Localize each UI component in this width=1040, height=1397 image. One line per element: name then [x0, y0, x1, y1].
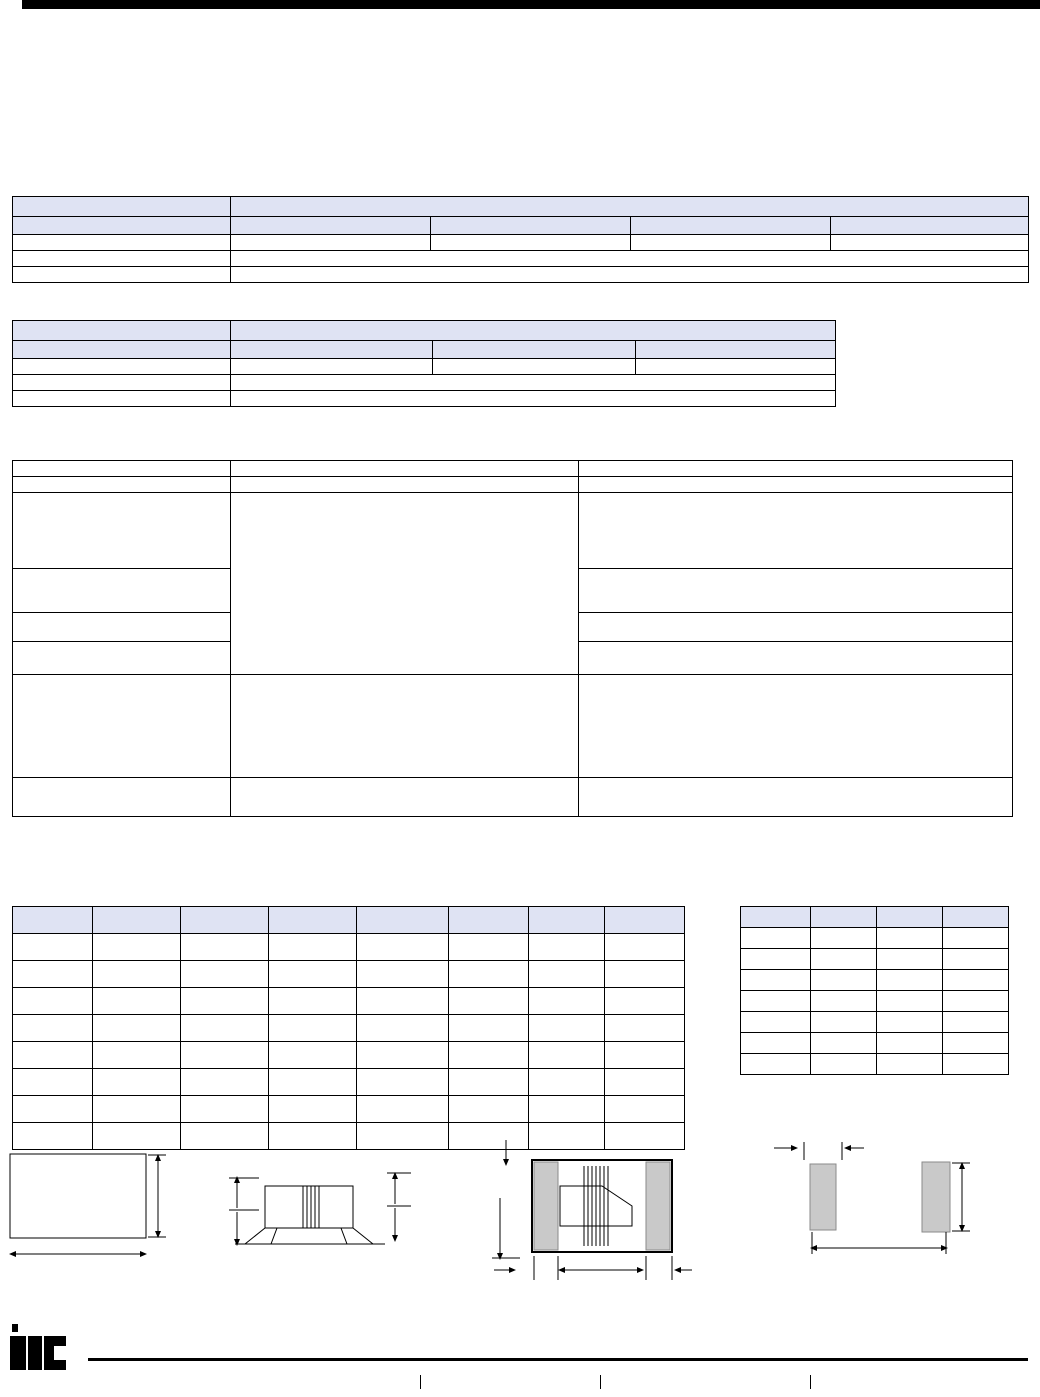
data-cell: [811, 928, 877, 949]
row-label-cell: [13, 235, 231, 251]
data-cell: [231, 267, 1029, 283]
data-cell: [449, 1015, 529, 1042]
group-header-cell: [231, 321, 836, 341]
data-cell: [943, 1012, 1009, 1033]
data-cell: [605, 1069, 685, 1096]
parameter-cell: [13, 477, 231, 493]
data-cell: [269, 934, 357, 961]
specification-table: [12, 460, 1013, 817]
data-cell: [877, 1012, 943, 1033]
data-cell: [943, 949, 1009, 970]
condition-cell: [231, 493, 579, 675]
row-label-cell: [13, 391, 231, 407]
table-row: [13, 217, 1029, 235]
column-header-cell: [431, 217, 631, 235]
table-row: [13, 493, 1013, 569]
data-cell: [741, 1033, 811, 1054]
nic-logo-mark: [10, 1322, 80, 1370]
row-label-cell: [13, 267, 231, 283]
table-row: [13, 1042, 685, 1069]
footer-tick: [600, 1375, 601, 1389]
value-cell: [579, 477, 1013, 493]
data-cell: [529, 1096, 605, 1123]
column-header-cell: [529, 907, 605, 934]
data-cell: [269, 961, 357, 988]
footer-tick: [420, 1375, 421, 1389]
data-cell: [877, 928, 943, 949]
data-cell: [605, 1015, 685, 1042]
data-cell: [449, 961, 529, 988]
parameter-cell: [13, 675, 231, 778]
data-cell: [811, 970, 877, 991]
row-label-cell: [13, 197, 231, 217]
data-cell: [943, 1054, 1009, 1075]
data-cell: [605, 988, 685, 1015]
data-cell: [449, 1069, 529, 1096]
table-row: [741, 1033, 1009, 1054]
data-cell: [811, 1054, 877, 1075]
data-cell: [231, 251, 1029, 267]
table-row: [741, 970, 1009, 991]
data-cell: [635, 359, 835, 375]
data-cell: [357, 934, 449, 961]
value-cell: [579, 493, 1013, 569]
data-cell: [449, 1096, 529, 1123]
data-cell: [93, 1096, 181, 1123]
data-cell: [93, 988, 181, 1015]
data-cell: [529, 988, 605, 1015]
dimensions-table: [12, 906, 685, 1150]
data-cell: [605, 1042, 685, 1069]
electrical-table-1: [12, 196, 1029, 283]
data-cell: [357, 1042, 449, 1069]
condition-cell: [231, 461, 579, 477]
table-row: [13, 1069, 685, 1096]
table-row: [13, 675, 1013, 778]
row-label-cell: [13, 341, 231, 359]
data-cell: [13, 1069, 93, 1096]
page-top-bar: [0, 0, 1040, 9]
table-row: [13, 1015, 685, 1042]
column-header-cell: [231, 217, 431, 235]
data-cell: [529, 1042, 605, 1069]
data-cell: [13, 1015, 93, 1042]
data-cell: [13, 934, 93, 961]
data-cell: [13, 1096, 93, 1123]
data-cell: [741, 1012, 811, 1033]
drawing-top-view: [8, 1150, 168, 1320]
column-header-cell: [831, 217, 1029, 235]
column-header-cell: [877, 907, 943, 928]
row-label-cell: [13, 251, 231, 267]
table-row: [13, 391, 836, 407]
data-cell: [181, 934, 269, 961]
data-cell: [181, 1096, 269, 1123]
data-cell: [877, 1054, 943, 1075]
table-row: [13, 375, 836, 391]
data-cell: [357, 1015, 449, 1042]
value-cell: [579, 642, 1013, 675]
value-cell: [579, 569, 1013, 613]
column-header-cell: [13, 907, 93, 934]
column-header-cell: [181, 907, 269, 934]
table-row: [741, 991, 1009, 1012]
company-logo: [10, 1322, 74, 1366]
table-row: [741, 949, 1009, 970]
column-header-cell: [635, 341, 835, 359]
parameter-cell: [13, 613, 231, 642]
small-reference-table: [740, 906, 1009, 1075]
data-cell: [357, 961, 449, 988]
data-cell: [943, 970, 1009, 991]
electrical-table-2: [12, 320, 836, 407]
table-row: [13, 1096, 685, 1123]
parameter-cell: [13, 461, 231, 477]
data-cell: [433, 359, 635, 375]
data-cell: [357, 988, 449, 1015]
data-cell: [231, 375, 836, 391]
footer-tick: [810, 1375, 811, 1389]
table-row: [741, 1054, 1009, 1075]
value-cell: [579, 461, 1013, 477]
data-cell: [877, 991, 943, 1012]
data-cell: [943, 1033, 1009, 1054]
data-cell: [529, 934, 605, 961]
column-header-cell: [93, 907, 181, 934]
data-cell: [877, 949, 943, 970]
data-cell: [231, 391, 836, 407]
table-row: [13, 778, 1013, 817]
data-cell: [181, 1015, 269, 1042]
data-cell: [529, 961, 605, 988]
column-header-cell: [741, 907, 811, 928]
column-header-cell: [357, 907, 449, 934]
parameter-cell: [13, 493, 231, 569]
data-cell: [943, 928, 1009, 949]
data-cell: [13, 1042, 93, 1069]
data-cell: [811, 1012, 877, 1033]
condition-cell: [231, 778, 579, 817]
data-cell: [431, 235, 631, 251]
value-cell: [579, 778, 1013, 817]
data-cell: [831, 235, 1029, 251]
mechanical-drawings: [0, 1130, 1040, 1310]
table-row: [741, 907, 1009, 928]
table-row: [13, 961, 685, 988]
data-cell: [269, 1096, 357, 1123]
data-cell: [269, 1015, 357, 1042]
table-row: [13, 341, 836, 359]
drawing-land-pattern: [760, 1136, 1000, 1296]
row-label-cell: [13, 321, 231, 341]
table-row: [13, 251, 1029, 267]
value-cell: [579, 613, 1013, 642]
group-header-cell: [231, 197, 1029, 217]
table-row: [13, 321, 836, 341]
table-row: [13, 197, 1029, 217]
value-cell: [579, 675, 1013, 778]
drawing-internal-view: [480, 1138, 710, 1313]
data-cell: [93, 1042, 181, 1069]
data-cell: [13, 961, 93, 988]
data-cell: [741, 1054, 811, 1075]
table-row: [13, 907, 685, 934]
drawing-side-view: [215, 1148, 415, 1318]
parameter-cell: [13, 569, 231, 613]
data-cell: [93, 1015, 181, 1042]
table-row: [13, 934, 685, 961]
data-cell: [93, 961, 181, 988]
data-cell: [877, 1033, 943, 1054]
data-cell: [943, 991, 1009, 1012]
data-cell: [93, 1069, 181, 1096]
parameter-cell: [13, 778, 231, 817]
data-cell: [811, 1033, 877, 1054]
table-row: [13, 477, 1013, 493]
data-cell: [13, 988, 93, 1015]
data-cell: [741, 928, 811, 949]
data-cell: [529, 1015, 605, 1042]
condition-cell: [231, 675, 579, 778]
table-row: [741, 1012, 1009, 1033]
data-cell: [449, 934, 529, 961]
row-label-cell: [13, 375, 231, 391]
data-cell: [741, 970, 811, 991]
table-row: [13, 359, 836, 375]
top-bar-notch: [0, 0, 22, 9]
footer-rule: [88, 1358, 1028, 1361]
data-cell: [357, 1069, 449, 1096]
condition-cell: [231, 477, 579, 493]
data-cell: [269, 988, 357, 1015]
row-label-cell: [13, 359, 231, 375]
data-cell: [449, 1042, 529, 1069]
data-cell: [811, 949, 877, 970]
data-cell: [357, 1096, 449, 1123]
data-cell: [529, 1069, 605, 1096]
column-header-cell: [449, 907, 529, 934]
table-row: [13, 461, 1013, 477]
row-label-cell: [13, 217, 231, 235]
data-cell: [93, 934, 181, 961]
data-cell: [181, 961, 269, 988]
data-cell: [631, 235, 831, 251]
table-row: [13, 988, 685, 1015]
data-cell: [181, 1069, 269, 1096]
column-header-cell: [605, 907, 685, 934]
table-row: [13, 267, 1029, 283]
data-cell: [449, 988, 529, 1015]
data-cell: [269, 1042, 357, 1069]
column-header-cell: [943, 907, 1009, 928]
data-cell: [605, 1096, 685, 1123]
column-header-cell: [433, 341, 635, 359]
parameter-cell: [13, 642, 231, 675]
data-cell: [811, 991, 877, 1012]
data-cell: [181, 1042, 269, 1069]
column-header-cell: [811, 907, 877, 928]
column-header-cell: [231, 341, 433, 359]
data-cell: [605, 961, 685, 988]
data-cell: [231, 359, 433, 375]
data-cell: [741, 949, 811, 970]
data-cell: [269, 1069, 357, 1096]
table-row: [741, 928, 1009, 949]
data-cell: [741, 991, 811, 1012]
column-header-cell: [631, 217, 831, 235]
column-header-cell: [269, 907, 357, 934]
data-cell: [877, 970, 943, 991]
data-cell: [231, 235, 431, 251]
data-cell: [181, 988, 269, 1015]
table-row: [13, 235, 1029, 251]
data-cell: [605, 934, 685, 961]
